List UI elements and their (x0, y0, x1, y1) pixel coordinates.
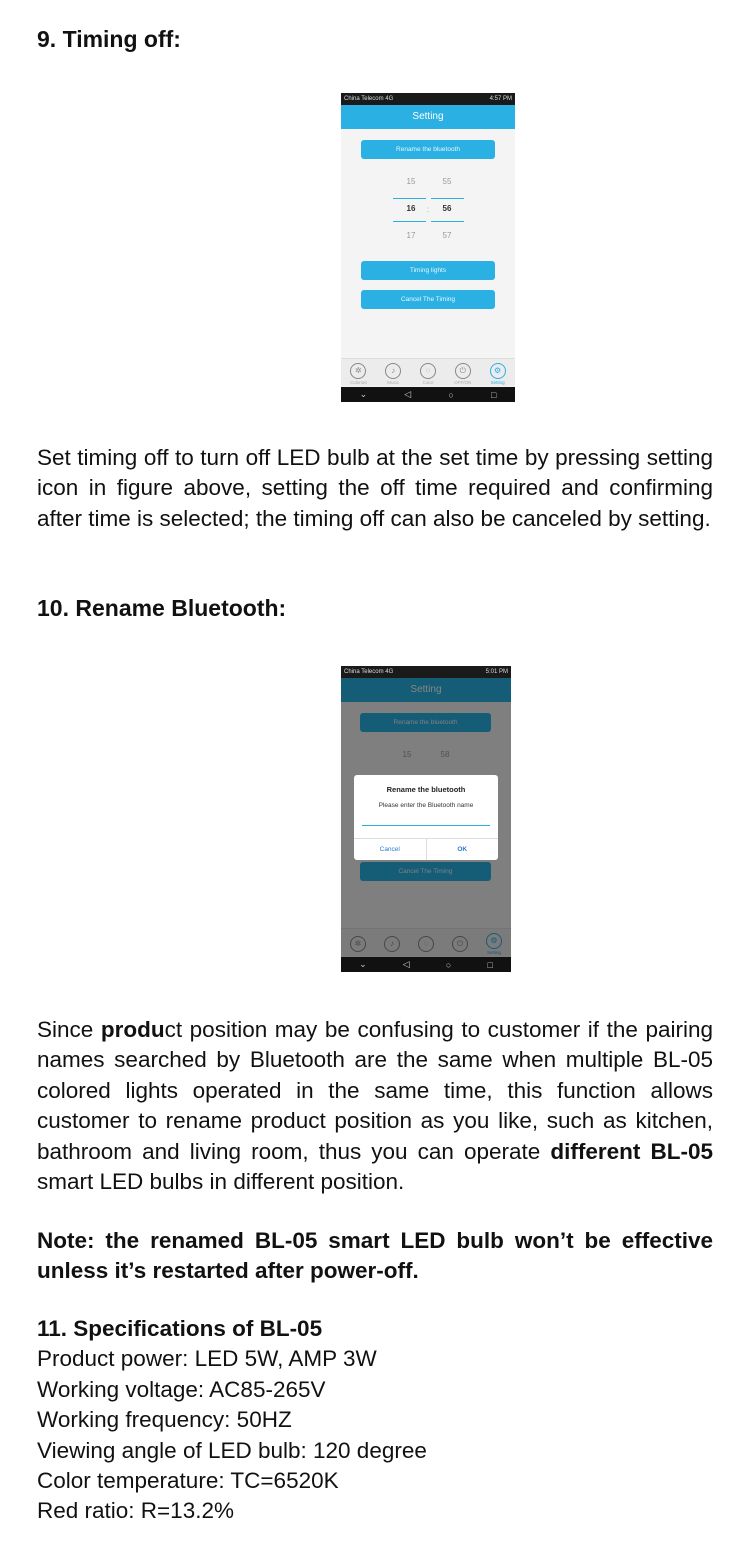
status-bar (341, 93, 515, 105)
picker-divider (431, 221, 464, 222)
minute-picker[interactable] (437, 177, 457, 240)
spec-item: Viewing angle of LED bulb: 120 degree (37, 1437, 427, 1463)
section-heading-specs: 11. Specifications of BL-05 (37, 1316, 323, 1341)
hour-option[interactable]: 15 (406, 177, 416, 186)
android-nav-bar (341, 387, 515, 402)
rename-bluetooth-button[interactable]: Rename the bluetooth (360, 713, 491, 732)
dialog-buttons (354, 838, 498, 860)
power-icon: ⏻ (452, 936, 468, 952)
note-restart: Note: the renamed BL-05 smart LED bulb won’t be effective unless it’s restarted after power-off. (37, 1228, 713, 1284)
tab-music[interactable]: ♪ Music (380, 363, 406, 385)
tab-setting[interactable]: ⚙ Setting (485, 363, 511, 385)
spec-item: Product power: LED 5W, AMP 3W (37, 1346, 377, 1372)
spec-item: Working voltage: AC85-265V (37, 1376, 326, 1402)
dialog-ok-button[interactable]: OK (426, 839, 499, 860)
status-bar (341, 666, 511, 678)
dialog-cancel-button[interactable]: Cancel (379, 846, 400, 853)
carrier-label: China Telecom 4G (344, 669, 394, 675)
music-icon: ♪ (384, 936, 400, 952)
cancel-timing-button[interactable]: Cancel The Timing (360, 862, 491, 881)
app-title-bar: Setting (341, 678, 511, 702)
paragraph-timing-off: Set timing off to turn off LED bulb at the set time by pressing setting icon in figure above, setting the off time required and confirming after time is selected; the timing off can also be canceled by setting. (37, 445, 713, 531)
tab-color[interactable]: ◌ Color (415, 363, 441, 385)
picker-divider (393, 198, 426, 199)
power-icon: ⏻ (455, 363, 471, 379)
specifications (37, 1314, 427, 1527)
bluetooth-name-input[interactable] (362, 825, 490, 826)
clock-label: 4:57 PM (489, 96, 512, 102)
hour-selected[interactable]: 16 (406, 204, 416, 213)
palette-icon: ✲ (350, 363, 366, 379)
minute-selected[interactable]: 56 (442, 204, 452, 213)
section-heading-rename: 10. Rename Bluetooth: (37, 595, 287, 621)
bulb-icon: ◌ (420, 363, 436, 379)
spec-item: Red ratio: R=13.2% (37, 1498, 234, 1524)
carrier-label: China Telecom 4G (344, 96, 394, 102)
chevron-down-icon[interactable]: ⌄ (359, 959, 367, 969)
minute-option[interactable]: 55 (442, 177, 452, 186)
home-icon[interactable]: ○ (445, 959, 452, 970)
rename-bluetooth-button[interactable]: Rename the bluetooth (361, 140, 495, 159)
dialog-message: Please enter the Bluetooth name (378, 802, 474, 809)
minute-option[interactable]: 57 (442, 231, 452, 240)
hour-picker[interactable]: 15 (402, 750, 412, 759)
hour-option[interactable]: 17 (406, 231, 416, 240)
time-separator: : (426, 205, 430, 214)
minute-picker[interactable]: 58 (440, 750, 450, 759)
recents-icon[interactable]: □ (490, 389, 497, 400)
dialog-title: Rename the bluetooth (386, 785, 466, 794)
chevron-down-icon[interactable]: ⌄ (359, 389, 368, 399)
hour-picker[interactable] (401, 177, 421, 240)
tab-setting[interactable]: ⚙ Setting (481, 933, 507, 955)
back-icon[interactable]: ◁ (404, 389, 412, 399)
rename-dialog (354, 775, 498, 860)
palette-icon: ✲ (350, 936, 366, 952)
android-nav-bar (341, 957, 511, 972)
gear-icon: ⚙ (486, 933, 502, 949)
picker-divider (393, 221, 426, 222)
tab-colorset[interactable]: ✲ Colorset (345, 363, 371, 385)
bulb-icon: ◌ (418, 936, 434, 952)
recents-icon[interactable]: □ (487, 959, 493, 970)
screenshot-rename-bluetooth (341, 666, 511, 972)
screenshot-timing-off (341, 93, 515, 402)
spec-item: Working frequency: 50HZ (37, 1407, 292, 1433)
back-icon[interactable]: ◁ (402, 959, 410, 969)
picker-divider (431, 198, 464, 199)
tab-power[interactable]: ⏻ OFF/ON (450, 363, 476, 385)
paragraph-rename: Since product position may be confusing to customer if the pairing names searched by Bluetooth are the same when multiple BL-05 colored lights operated in the same time, this function allows customer to rename product position as you like, such as kitchen, bathroom and living room, thus you can operate different BL-05 smart LED bulbs in different position. (37, 1017, 713, 1195)
app-title-bar: Setting (341, 105, 515, 129)
bottom-tab-bar (341, 358, 515, 386)
clock-label: 5:01 PM (485, 669, 508, 675)
gear-icon: ⚙ (490, 363, 506, 379)
timing-lights-button[interactable]: Timing lights (361, 261, 495, 280)
section-heading-timing-off: 9. Timing off: (37, 26, 181, 52)
music-icon: ♪ (385, 363, 401, 379)
spec-item: Color temperature: TC=6520K (37, 1468, 339, 1494)
cancel-timing-button[interactable]: Cancel The Timing (361, 290, 495, 309)
home-icon[interactable]: ○ (448, 389, 454, 400)
